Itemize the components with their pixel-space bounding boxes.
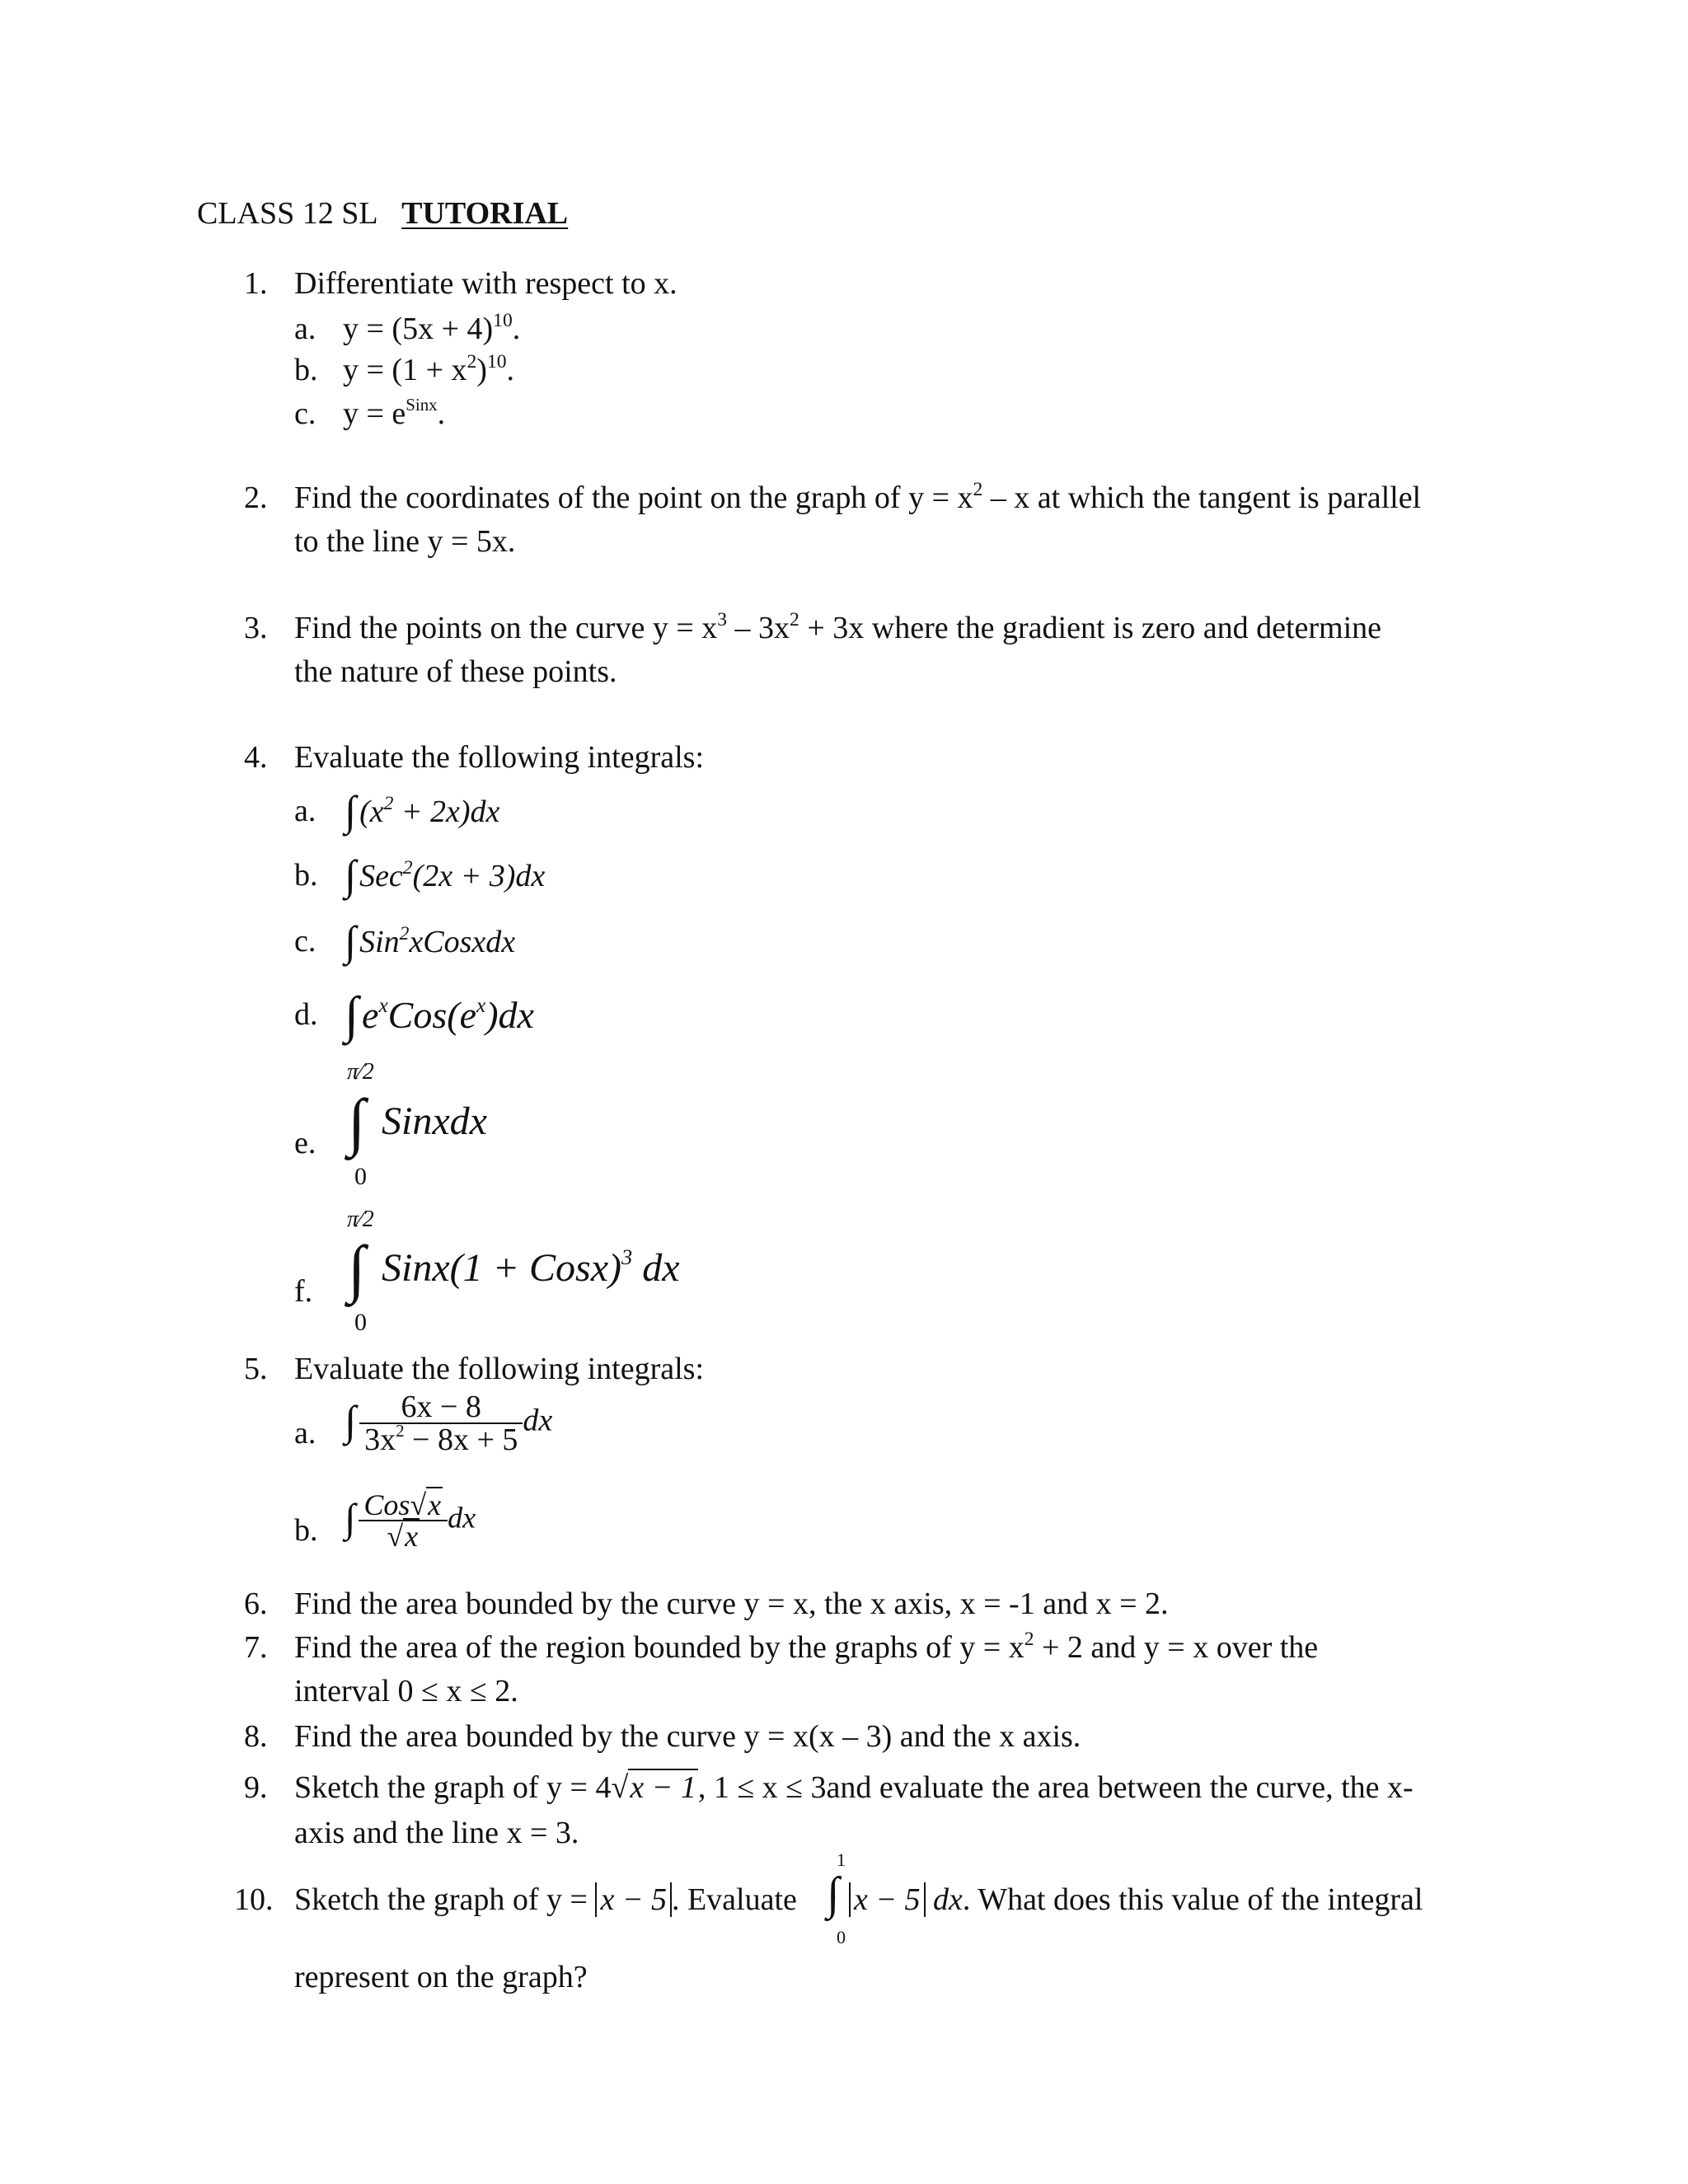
question-text: Sketch the graph of y = x − 5 . Evaluate	[294, 1882, 797, 1917]
question-text-tail: x − 5 dx. What does this value of the integral	[849, 1884, 1423, 1915]
question-text-line2: the nature of these points.	[294, 654, 617, 689]
part-label: a.	[294, 1416, 316, 1451]
upper-limit: 1	[837, 1849, 846, 1870]
question-number: 6.	[244, 1586, 268, 1621]
question-number: 3.	[244, 611, 268, 645]
class-label: CLASS 12 SL	[197, 196, 378, 231]
fraction: $\frac{\text{Cos√x}}{√x}$	[359, 1490, 448, 1551]
part-label: b.	[294, 858, 318, 893]
integral: ∫ $\frac{\text{Cos√x}}{√x}$ dx	[345, 1488, 476, 1553]
upper-limit: π⁄2	[347, 1059, 374, 1085]
integral: $\int e^xCos(e^x)dx$	[345, 987, 534, 1043]
question-text-line2: to the line y = 5x.	[294, 524, 516, 559]
integral: ∫ $(x^2 + 2x)dx$	[345, 788, 500, 836]
part-label: e.	[294, 1126, 316, 1160]
question-text: Find the area bounded by the curve y = x(x – 3) and the x axis.	[294, 1719, 1081, 1754]
part-label: c.	[294, 924, 316, 958]
integral-sign: ∫	[827, 1868, 840, 1919]
question-text: Find the area of the region bounded by the graphs of $y = x^2 + 2$ and y = x over the	[294, 1629, 1319, 1665]
question-text-line2: axis and the line x = 3.	[294, 1816, 579, 1850]
question-number: 2.	[244, 480, 268, 515]
integral-sign: ∫	[348, 1085, 366, 1157]
question-text: Find the coordinates of the point on the graph of $y = x^2 - x$ at which the tangent is parallel	[294, 479, 1422, 515]
question-text: Evaluate the following integrals:	[294, 1352, 705, 1386]
integral-sign: ∫	[345, 918, 357, 966]
lower-limit: 0	[354, 1163, 367, 1190]
part-label: c.	[294, 396, 316, 431]
equation: $y = (1 + x^2)^{10}$.	[343, 351, 514, 387]
equation: $y = (5x + 4)^{10}$.	[343, 310, 521, 346]
question-number: 1.	[244, 266, 268, 301]
integral: ∫ $\frac{6x - 8}{3x^2 - 8x + 5}$ dx	[345, 1390, 553, 1457]
part-label: a.	[294, 312, 316, 346]
part-label: b.	[294, 353, 318, 387]
question-text: Find the points on the curve $y = x^3 - 3x^2 + 3x$ where the gradient is zero and determine	[294, 609, 1382, 645]
question-text: Find the area bounded by the curve y = x, the x axis, x = -1 and x = 2.	[294, 1586, 1169, 1621]
lower-limit: 0	[837, 1927, 846, 1947]
integral: ∫ Sin$^2$xCosxdx	[345, 918, 516, 966]
integral-sign: ∫	[348, 1232, 366, 1304]
integral-sign: ∫	[345, 987, 359, 1043]
integral-sign: ∫	[345, 1496, 356, 1541]
integrand: Sinx(1 + Cosx)$^3$ dx	[382, 1244, 680, 1290]
question-number: 5.	[244, 1352, 268, 1386]
absolute-value: x − 5	[595, 1882, 672, 1917]
upper-limit: π⁄2	[347, 1207, 374, 1232]
question-text: Evaluate the following integrals:	[294, 740, 705, 775]
question-text: Sketch the graph of y = 4√x − 1, 1 ≤ x ≤ 3and evaluate the area between the curve, the x-	[294, 1770, 1414, 1805]
question-text-line2: interval 0 ≤ x ≤ 2.	[294, 1674, 518, 1708]
question-number: 7.	[244, 1630, 268, 1665]
question-number: 9.	[244, 1770, 268, 1805]
question-number: 10.	[234, 1882, 274, 1917]
integral: ∫ Sec$^2$(2x + 3)dx	[345, 852, 546, 900]
part-label: f.	[294, 1274, 313, 1309]
part-label: b.	[294, 1513, 318, 1548]
equation: $y = e^{Sinx}$.	[343, 395, 446, 431]
part-label: d.	[294, 997, 318, 1032]
worksheet-header	[197, 198, 568, 229]
part-label: a.	[294, 794, 316, 828]
integral-sign: ∫	[345, 1397, 357, 1445]
question-text: Differentiate with respect to x.	[294, 266, 678, 301]
question-number: 8.	[244, 1719, 268, 1754]
question-text-line2: represent on the graph?	[294, 1960, 588, 1994]
fraction: $\frac{6x - 8}{3x^2 - 8x + 5}$	[359, 1391, 523, 1455]
integral-sign: ∫	[345, 788, 357, 836]
integral-sign: ∫	[345, 852, 357, 900]
worksheet-title: TUTORIAL	[401, 196, 569, 231]
question-number: 4.	[244, 740, 268, 775]
integrand: Sinxdx	[382, 1099, 487, 1143]
lower-limit: 0	[354, 1309, 367, 1336]
absolute-value: x − 5	[849, 1882, 926, 1917]
